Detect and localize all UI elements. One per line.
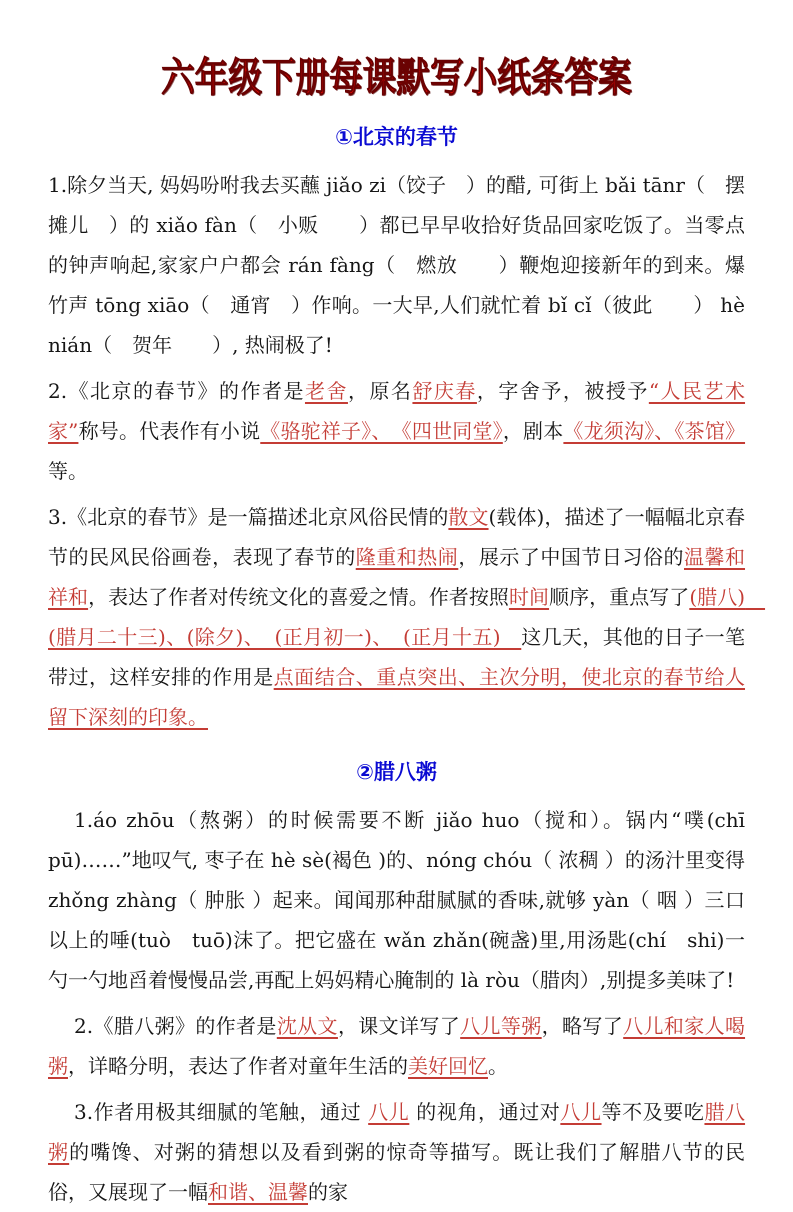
paragraph	[48, 165, 745, 365]
section-heading: ②腊八粥	[356, 760, 437, 784]
answer-text: 点面结合、重点突出、主次分明，使北京的春节给人留下深刻的印象。	[48, 665, 746, 729]
body-text: (载体)，描述了一幅幅北京春节的民风民俗画卷，表现了春节的	[48, 505, 746, 569]
document-body	[48, 122, 766, 1212]
paragraph	[48, 1006, 745, 1086]
body-text: 1.除夕当天, 妈妈吩咐我去买蘸 jiǎo zi（饺子 ）的醋, 可街上 bǎi tānr（ 摆摊儿 ）的 xiǎo fàn（ 小贩 ）都已早早收拾好货品回家吃饭了。当零点的钟声响起,家家户户都会 rán fàng（ 燃放 ）鞭炮迎接新年的到来。爆竹声 tōng xiāo（ 通宵 ）作响。一大早,人们就忙着 bǐ cǐ（彼此 ） hè nián（ 贺年 ）, 热闹极了!	[48, 173, 745, 357]
answer-text: 腊八粥	[48, 1100, 746, 1164]
answer-text: 时间	[508, 585, 550, 609]
body-text: ，展示了中国节日习俗的	[458, 545, 684, 569]
answer-text: “人民艺术家”	[48, 379, 746, 443]
body-text: 1.áo zhōu（熬粥）的时候需要不断 jiǎo huo（搅和）。锅内“噗(chī pū)……”地叹气, 枣子在 hè sè(褐色 )的、nóng chóu（ 浓稠 ）的汤汁里变得 zhǒng zhàng（ 肿胀 ）起来。闻闻那种甜腻腻的香味,就够 yàn（ 咽 ）三口以上的唾(tuò tuō)沫了。把它盛在 wǎn zhǎn(碗盏)里,用汤匙(chí shi)一勺一勺地舀着慢慢品尝,再配上妈妈精心腌制的 là ròu（腊肉）,别提多美味了!	[48, 808, 745, 992]
body-text: ，略写了	[541, 1014, 624, 1038]
body-text: 这几天，其他的日子一笔带过，这样安排的作用是	[48, 625, 746, 689]
answer-text: 八儿	[560, 1100, 602, 1124]
body-text: 顺序，重点写了	[549, 585, 690, 609]
body-text: ，表达了作者对传统文化的喜爱之情。作者按照	[88, 585, 509, 609]
answer-text: (腊八) (腊月二十三)、(除夕)、 (正月初一)、 (正月十五)	[48, 585, 766, 649]
paragraph	[48, 371, 745, 491]
body-text: ，详略分明，表达了作者对童年生活的	[68, 1054, 408, 1078]
section-heading: ①北京的春节	[335, 125, 458, 149]
body-text: 2.《北京的春节》的作者是	[48, 379, 305, 403]
answer-text: 隆重和热闹	[355, 545, 459, 569]
answer-text: 舒庆春	[412, 379, 477, 403]
answer-text: 散文	[448, 505, 489, 529]
body-text: ，字舍予，被授予	[476, 379, 649, 403]
answer-text: 《龙须沟》、《茶馆》	[563, 419, 746, 443]
answer-text: 老舍	[304, 379, 348, 403]
answer-text: 八儿等粥	[460, 1014, 542, 1038]
answer-text: 沈从文	[276, 1014, 338, 1038]
body-text: 的视角，通过对	[409, 1100, 561, 1124]
paragraph	[48, 800, 745, 1000]
body-text: ，剧本	[502, 419, 564, 443]
page-title: 六年级下册每课默写小纸条答案	[161, 55, 632, 101]
body-text: 等。	[48, 459, 88, 483]
body-text: 等不及要吃	[601, 1100, 705, 1124]
body-text: 3.《北京的春节》是一篇描述北京风俗民情的	[48, 505, 449, 529]
answer-text: 八儿	[368, 1100, 410, 1124]
paragraph	[48, 1092, 745, 1212]
body-text: 的嘴馋、对粥的猜想以及看到粥的惊奇等描写。既让我们了解腊八节的民俗，又展现了一幅	[48, 1140, 745, 1204]
paragraph	[48, 497, 766, 737]
answer-text: 温馨和祥和	[48, 545, 746, 609]
answer-text: 和谐、温馨	[208, 1180, 308, 1204]
body-text: 2.《腊八粥》的作者是	[74, 1014, 277, 1038]
body-text: 称号。代表作有小说	[78, 419, 261, 443]
body-text: ，原名	[347, 379, 413, 403]
answer-text: 《骆驼祥子》、 《四世同堂》	[260, 419, 503, 443]
body-text: 的家	[308, 1180, 348, 1204]
body-text: ，课文详写了	[337, 1014, 461, 1038]
answer-text: 八儿和家人喝粥	[48, 1014, 746, 1078]
body-text: 3.作者用极其细腻的笔触，通过	[74, 1100, 369, 1124]
answer-text: 美好回忆	[408, 1054, 488, 1078]
body-text: 。	[488, 1054, 508, 1078]
